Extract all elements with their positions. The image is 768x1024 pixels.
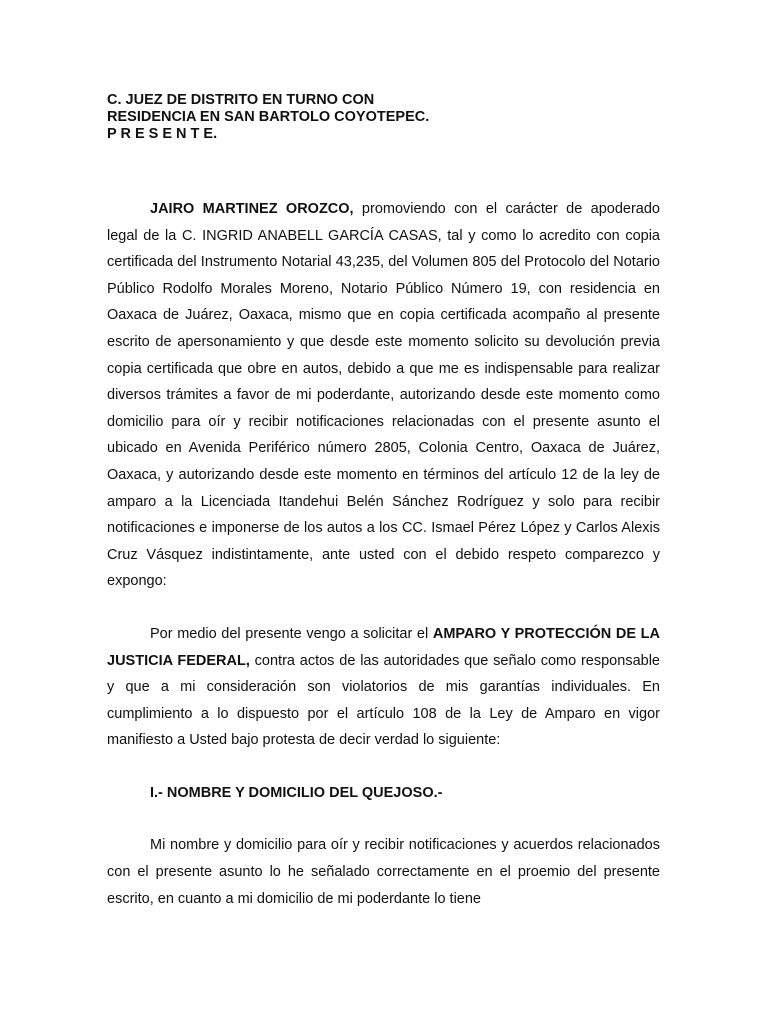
promoter-name: JAIRO MARTINEZ OROZCO, bbox=[150, 201, 354, 217]
paragraph-request bbox=[107, 621, 660, 754]
document-body bbox=[107, 196, 660, 912]
section-heading-1: I.- NOMBRE Y DOMICILIO DEL QUEJOSO.- bbox=[150, 784, 443, 801]
addressee-line-2: RESIDENCIA EN SAN BARTOLO COYOTEPEC. bbox=[107, 109, 430, 125]
addressee-line-3: P R E S E N T E. bbox=[107, 126, 218, 142]
paragraph-request-emphasis: AMPARO Y PROTECCIÓN DE LA JUSTICIA FEDERAL, bbox=[107, 625, 660, 669]
paragraph-request-text: contra actos de las autoridades que señalo como responsable y que a mi consideración son violatorios de mis garantías individuales. En cumplimiento a lo dispuesto por el artículo 108 de la Ley de Amparo en vigor manifiesto a Usted bajo protesta de decir verdad lo siguiente: bbox=[107, 652, 660, 749]
paragraph-request-intro: Por medio del presente vengo a solicitar el bbox=[150, 625, 433, 642]
paragraph-introduction-text: promoviendo con el carácter de apoderado legal de la C. INGRID ANABELL GARCÍA CASAS, tal y como lo acredito con copia certificada del Instrumento Notarial 43,235, del Volumen 805 del Protocolo del Notario Público Rodolfo Morales Moreno, Notario Público Número 19, con residencia en Oaxaca de Juárez, Oaxaca, mismo que en copia certificada acompaño al presente escrito de apersonamiento y que desde este momento solicito su devolución previa copia certificada que obre en autos, debido a que me es indispensable para realizar diversos trámites a favor de mi poderdante, autorizando desde este momento como domicilio para oír y recibir notificaciones relacionadas con el presente asunto el ubicado en Avenida Periférico número 2805, Colonia Centro, Oaxaca de Juárez, Oaxaca, y autorizando desde este momento en términos del artículo 12 de la ley de amparo a la Licenciada Itandehui Belén Sánchez Rodríguez y solo para recibir notificaciones e imponerse de los autos a los CC. Ismael Pérez López y Carlos Alexis Cruz Vásquez indistintamente, ante usted con el debido respeto comparezco y expongo: bbox=[107, 201, 660, 590]
addressee-line-1: C. JUEZ DE DISTRITO EN TURNO CON bbox=[107, 92, 375, 108]
addressee-block bbox=[107, 92, 667, 143]
paragraph-name-domicile: Mi nombre y domicilio para oír y recibir notificaciones y acuerdos relacionados con el presente asunto lo he señalado correctamente en el proemio del presente escrito, en cuanto a mi domicilio de mi poderdante lo tiene bbox=[107, 837, 660, 907]
paragraph-introduction bbox=[107, 196, 660, 595]
